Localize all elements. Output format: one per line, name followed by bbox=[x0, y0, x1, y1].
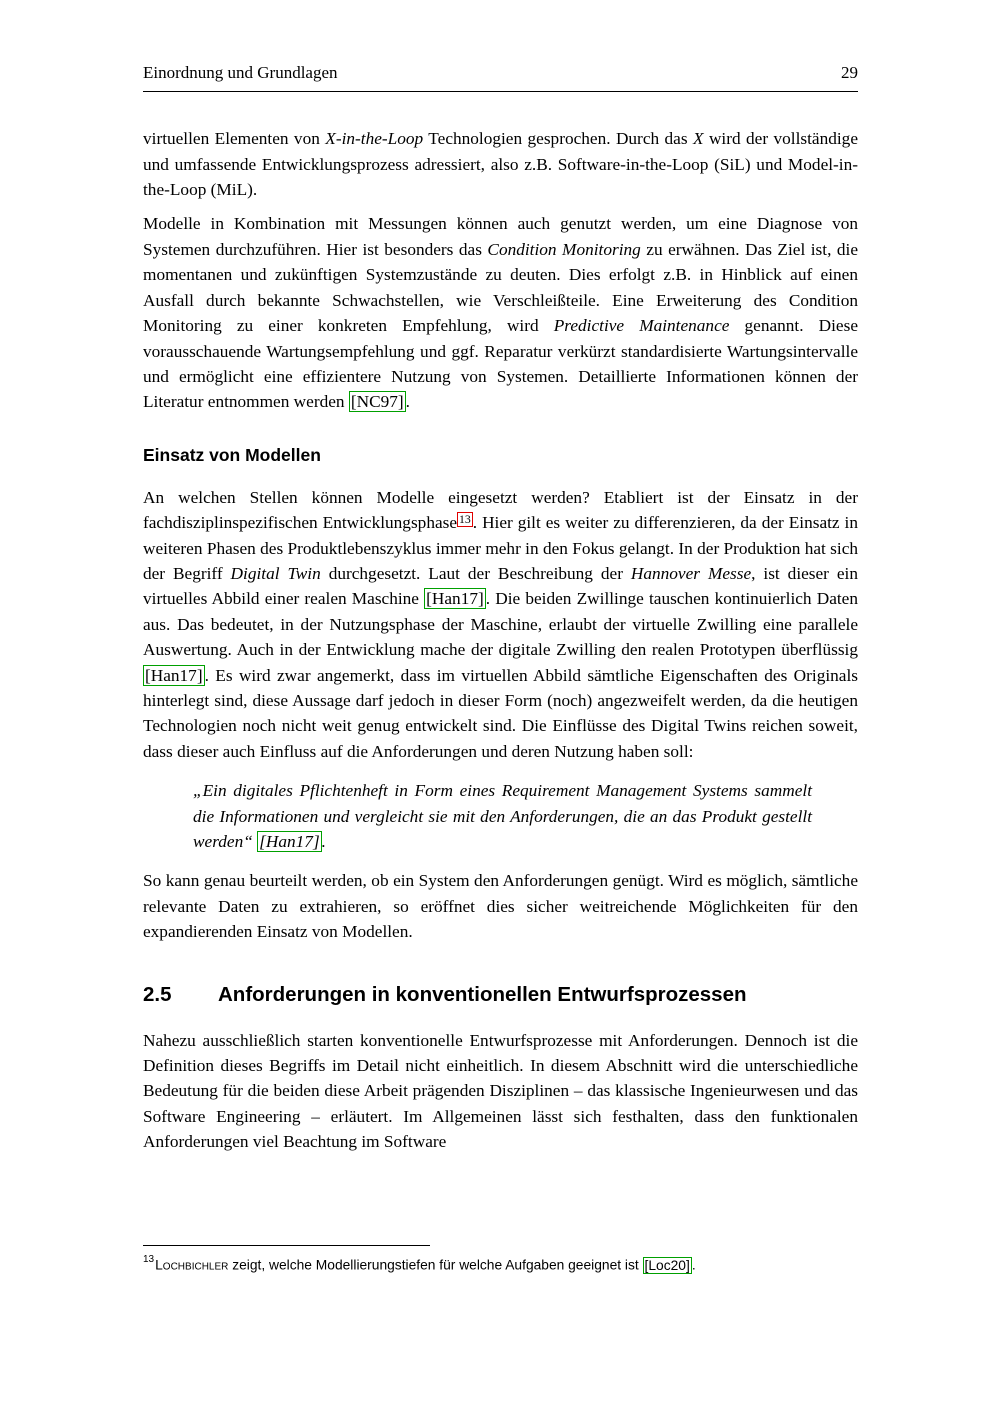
paragraph bbox=[143, 485, 858, 764]
text-segment: . Hier gilt es weiter zu differenzieren, da der Einsatz in weiteren Phasen des Produktlebenszyklus immer mehr in den Fokus gelangt. In der Produktion hat sich der Begriff bbox=[143, 513, 859, 583]
citation-link[interactable]: [Han17] bbox=[259, 832, 320, 851]
text-segment: zu erwähnen. Das Ziel ist, die momentanen und zukünftigen Systemzustände zu deuten. Dies erfolgt z.B. in Hinblick auf einen Ausfall durch bekannte Schwachstellen, wie Verschleißteile. Eine Erweiterung des Condition Monitoring zu einer konkreten Empfehlung, wird bbox=[143, 239, 858, 336]
text-segment: X-in-the-Loop bbox=[325, 129, 424, 149]
text-segment: . bbox=[405, 392, 410, 412]
text-segment: „Ein digitales Pflichtenheft in Form eines Requirement Management Systems sammelt die Informationen und vergleicht sie mit den Anforderungen, die an das Produkt gestellt werden“ bbox=[193, 781, 812, 851]
footnote-marker: 13 bbox=[143, 1254, 155, 1265]
footnote-rule bbox=[143, 1245, 430, 1246]
footnote-ref-link[interactable]: 13 bbox=[459, 512, 471, 526]
text-segment: Lochbichler bbox=[155, 1257, 229, 1273]
page-body bbox=[143, 126, 858, 1154]
paragraph bbox=[143, 1028, 858, 1155]
text-segment: virtuellen Elementen von bbox=[143, 129, 326, 149]
text-segment: Predictive Maintenance bbox=[553, 316, 730, 336]
paragraph bbox=[143, 868, 858, 944]
text-segment: . Es wird zwar angemerkt, dass im virtuellen Abbild sämtliche Eigenschaften des Originals hinterlegt sind, diese Aussage darf jedoch in dieser Form (noch) angezweifelt werden, da die heutigen Technologien noch nicht weit genug entwickelt sind. Die Einflüsse des Digital Twins reichen soweit, dass dieser auch Einfluss auf die Anforderungen und deren Nutzung haben soll: bbox=[143, 665, 858, 761]
text-segment: . Die beiden Zwillinge tauschen kontinuierlich Daten aus. Das bedeutet, in der Nutzungsphase der Maschine, erlaubt der virtuelle Zwilling eine parallele Auswertung. Auch in der Entwicklung mache der digitale Zwilling den realen Prototypen überflüssig bbox=[143, 589, 858, 660]
subsection-heading: Einsatz von Modellen bbox=[143, 444, 321, 465]
text-segment: Nahezu ausschließlich starten konventionelle Entwurfsprozesse mit Anforderungen. Dennoch ist die Definition dieses Begriffs im Detail nicht einheitlich. In diesem Abschnitt wird die unterschiedliche Bedeutung für die beiden diese Arbeit prägenden Disziplinen – das klassische Ingenieurwesen und das Software Engineering – erläutert. Im Allgemeinen lässt sich festhalten, dass den funktionalen Anforderungen viel Beachtung im Software bbox=[143, 1030, 858, 1152]
text-segment: So kann genau beurteilt werden, ob ein System den Anforderungen genügt. Wird es möglich, sämtliche relevante Daten zu extrahieren, so eröffnet dies sicher weitreichende Möglichkeiten für den expandierenden Einsatz von Modellen. bbox=[143, 871, 858, 942]
section-heading bbox=[143, 983, 858, 1007]
citation-link[interactable]: [Han17] bbox=[145, 665, 203, 685]
section-title: Anforderungen in konventionellen Entwurfsprozessen bbox=[218, 982, 747, 1006]
text-segment: Condition Monitoring bbox=[487, 239, 641, 259]
running-header-title: Einordnung und Grundlagen bbox=[143, 63, 338, 82]
text-segment: wird der vollständige und umfassende Entwicklungsprozess adressiert, also z.B. Software-in-the-Loop (SiL) und Model-in-the-Loop (MiL). bbox=[143, 129, 858, 200]
footnote-area bbox=[143, 1245, 858, 1275]
text-segment: X bbox=[692, 129, 704, 149]
text-segment: , ist dieser ein virtuelles Abbild einer realen Maschine bbox=[143, 563, 858, 609]
text-segment: An welchen Stellen können Modelle eingesetzt werden? Etabliert ist der Einsatz in der fachdisziplinspezifischen Entwicklungsphase bbox=[143, 487, 858, 533]
citation-link[interactable]: [Loc20] bbox=[644, 1257, 690, 1273]
text-segment: Modelle in Kombination mit Messungen können auch genutzt werden, um eine Diagnose von Systemen durchzuführen. Hier ist besonders das bbox=[143, 214, 858, 259]
citation-link[interactable]: [NC97] bbox=[350, 392, 404, 412]
text-segment: durchgesetzt. Laut der Beschreibung der bbox=[320, 563, 631, 583]
paragraph bbox=[143, 126, 858, 202]
text-segment: . bbox=[321, 832, 326, 851]
text-segment: Technologien gesprochen. Durch das bbox=[423, 129, 693, 149]
paragraph bbox=[143, 211, 858, 414]
page-header bbox=[143, 62, 858, 92]
text-segment: zeigt, welche Modellierungstiefen für welche Aufgaben geeignet ist bbox=[228, 1257, 643, 1273]
text-segment: Digital Twin bbox=[230, 563, 321, 583]
text-segment: Hannover Messe bbox=[630, 563, 752, 583]
blockquote bbox=[143, 778, 858, 854]
footnote-text bbox=[155, 1257, 696, 1274]
text-segment: genannt. Diese vorausschauende Wartungsempfehlung und ggf. Reparatur verkürzt standardisierte Wartungsintervalle und ermöglicht eine effizientere Nutzung von Systemen. Detaillierte Informationen können der Literatur entnommen werden bbox=[143, 316, 859, 412]
section-number: 2.5 bbox=[143, 982, 172, 1006]
text-segment: . bbox=[691, 1257, 696, 1273]
citation-link[interactable]: [Han17] bbox=[426, 589, 484, 609]
page-number: 29 bbox=[841, 63, 858, 82]
footnote bbox=[143, 1253, 858, 1275]
